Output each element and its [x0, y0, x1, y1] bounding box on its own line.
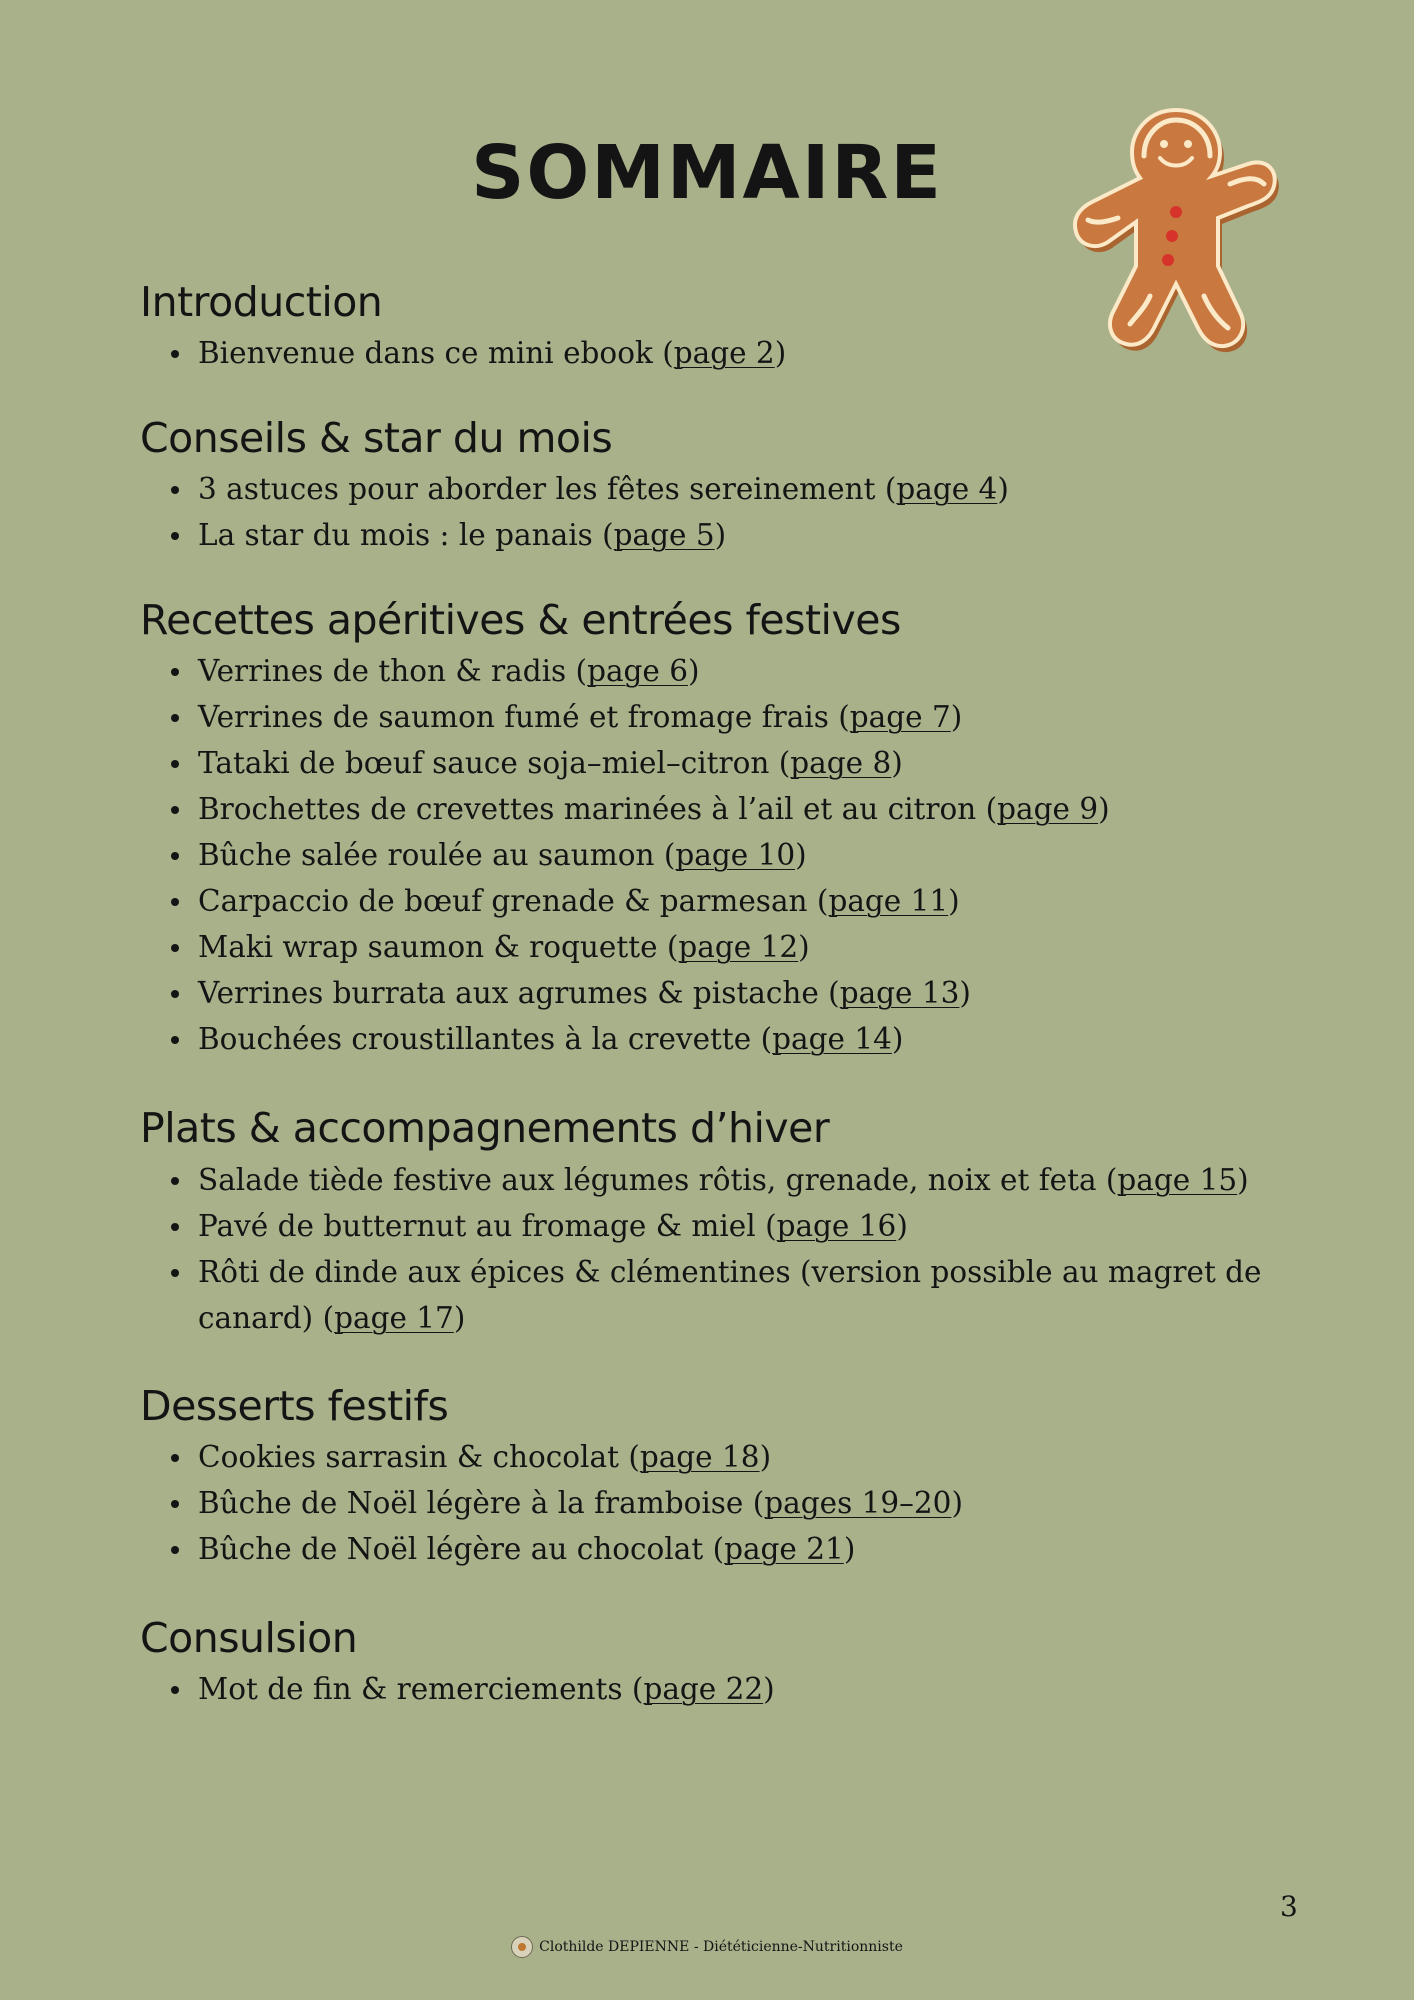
toc-page-link[interactable]: page 16	[776, 1209, 897, 1243]
toc-page-link[interactable]: page 10	[675, 838, 796, 872]
toc-item-text: Pavé de butternut au fromage & miel	[198, 1209, 756, 1243]
toc-page-link[interactable]: page 5	[613, 518, 715, 552]
toc-page-link[interactable]: page 18	[639, 1440, 760, 1474]
toc-page-link[interactable]: page 4	[896, 472, 998, 506]
section-heading-conseils: Conseils & star du mois	[140, 414, 613, 462]
toc-item-text: Verrines de saumon fumé et fromage frais	[198, 700, 829, 734]
page-title: SOMMAIRE	[471, 130, 943, 216]
toc-item: Verrines de thon & radis (page 6)	[198, 648, 700, 694]
toc-item-text: 3 astuces pour aborder les fêtes sereinement	[198, 472, 876, 506]
toc-item-text: Brochettes de crevettes marinées à l’ail et au citron	[198, 792, 977, 826]
toc-item-text: Bûche de Noël légère au chocolat	[198, 1532, 704, 1566]
toc-item: Mot de fin & remerciements (page 22)	[198, 1666, 775, 1712]
toc-item: Pavé de butternut au fromage & miel (page 16)	[198, 1203, 908, 1249]
toc-page-link[interactable]: page 8	[790, 746, 892, 780]
footer-text: Clothilde DEPIENNE - Diététicienne-Nutritionniste	[539, 1939, 903, 1955]
toc-item: Verrines burrata aux agrumes & pistache (page 13)	[198, 970, 971, 1016]
toc-item-text: Salade tiède festive aux légumes rôtis, grenade, noix et feta	[198, 1163, 1097, 1197]
toc-item-text: Maki wrap saumon & roquette	[198, 930, 658, 964]
toc-item-text: Bûche salée roulée au saumon	[198, 838, 655, 872]
toc-item: Bûche de Noël légère à la framboise (pages 19–20)	[198, 1480, 963, 1526]
toc-item-text: Bienvenue dans ce mini ebook	[198, 336, 653, 370]
toc-item-text: Verrines burrata aux agrumes & pistache	[198, 976, 819, 1010]
toc-item: Verrines de saumon fumé et fromage frais (page 7)	[198, 694, 962, 740]
toc-item-text: Verrines de thon & radis	[198, 654, 567, 688]
toc-item: Tataki de bœuf sauce soja–miel–citron (page 8)	[198, 740, 903, 786]
toc-item: Cookies sarrasin & chocolat (page 18)	[198, 1434, 771, 1480]
toc-item: Carpaccio de bœuf grenade & parmesan (page 11)	[198, 878, 960, 924]
toc-item: Rôti de dinde aux épices & clémentines (version possible au magret de canard) (page 17)	[198, 1249, 1273, 1341]
toc-item: Bienvenue dans ce mini ebook (page 2)	[198, 330, 786, 376]
toc-page-link[interactable]: page 11	[828, 884, 949, 918]
section-heading-plats: Plats & accompagnements d’hiver	[140, 1104, 830, 1152]
toc-page-link[interactable]: page 22	[643, 1672, 764, 1706]
section-heading-desserts: Desserts festifs	[140, 1382, 449, 1430]
toc-item: Bûche salée roulée au saumon (page 10)	[198, 832, 807, 878]
round-logo-icon	[511, 1936, 533, 1958]
toc-page-link[interactable]: page 12	[678, 930, 799, 964]
toc-item-text: Carpaccio de bœuf grenade & parmesan	[198, 884, 808, 918]
section-heading-recettes: Recettes apéritives & entrées festives	[140, 596, 901, 644]
toc-page-link[interactable]: page 13	[839, 976, 960, 1010]
gingerbread-man-icon	[1072, 106, 1288, 356]
toc-item-text: Tataki de bœuf sauce soja–miel–citron	[198, 746, 770, 780]
toc-item-text: Bouchées croustillantes à la crevette	[198, 1022, 752, 1056]
toc-page-link[interactable]: page 21	[724, 1532, 844, 1566]
toc-page-link[interactable]: page 14	[772, 1022, 892, 1056]
toc-page-link[interactable]: page 7	[849, 700, 951, 734]
toc-item: Salade tiède festive aux légumes rôtis, grenade, noix et feta (page 15)	[198, 1157, 1249, 1203]
toc-page-link[interactable]: pages 19–20	[764, 1486, 952, 1520]
toc-page-link[interactable]: page 9	[997, 792, 1099, 826]
toc-item-text: Rôti de dinde aux épices & clémentines (version possible au magret de canard)	[198, 1255, 1262, 1335]
toc-item: La star du mois : le panais (page 5)	[198, 512, 726, 558]
toc-page-link[interactable]: page 6	[587, 654, 689, 688]
section-heading-conclusion: Consulsion	[140, 1614, 358, 1662]
page-number: 3	[1280, 1890, 1298, 1923]
footer	[0, 1936, 1414, 1958]
toc-item: Brochettes de crevettes marinées à l’ail et au citron (page 9)	[198, 786, 1110, 832]
section-heading-introduction: Introduction	[140, 278, 383, 326]
toc-item-text: Cookies sarrasin & chocolat	[198, 1440, 619, 1474]
toc-item-text: La star du mois : le panais	[198, 518, 593, 552]
toc-item: Maki wrap saumon & roquette (page 12)	[198, 924, 810, 970]
toc-item-text: Mot de fin & remerciements	[198, 1672, 623, 1706]
toc-page-link[interactable]: page 2	[673, 336, 775, 370]
toc-item: Bouchées croustillantes à la crevette (page 14)	[198, 1016, 903, 1062]
toc-item-text: Bûche de Noël légère à la framboise	[198, 1486, 744, 1520]
toc-page-link[interactable]: page 17	[334, 1301, 454, 1335]
toc-page-link[interactable]: page 15	[1117, 1163, 1238, 1197]
toc-item: Bûche de Noël légère au chocolat (page 21)	[198, 1526, 855, 1572]
toc-item: 3 astuces pour aborder les fêtes sereinement (page 4)	[198, 466, 1009, 512]
